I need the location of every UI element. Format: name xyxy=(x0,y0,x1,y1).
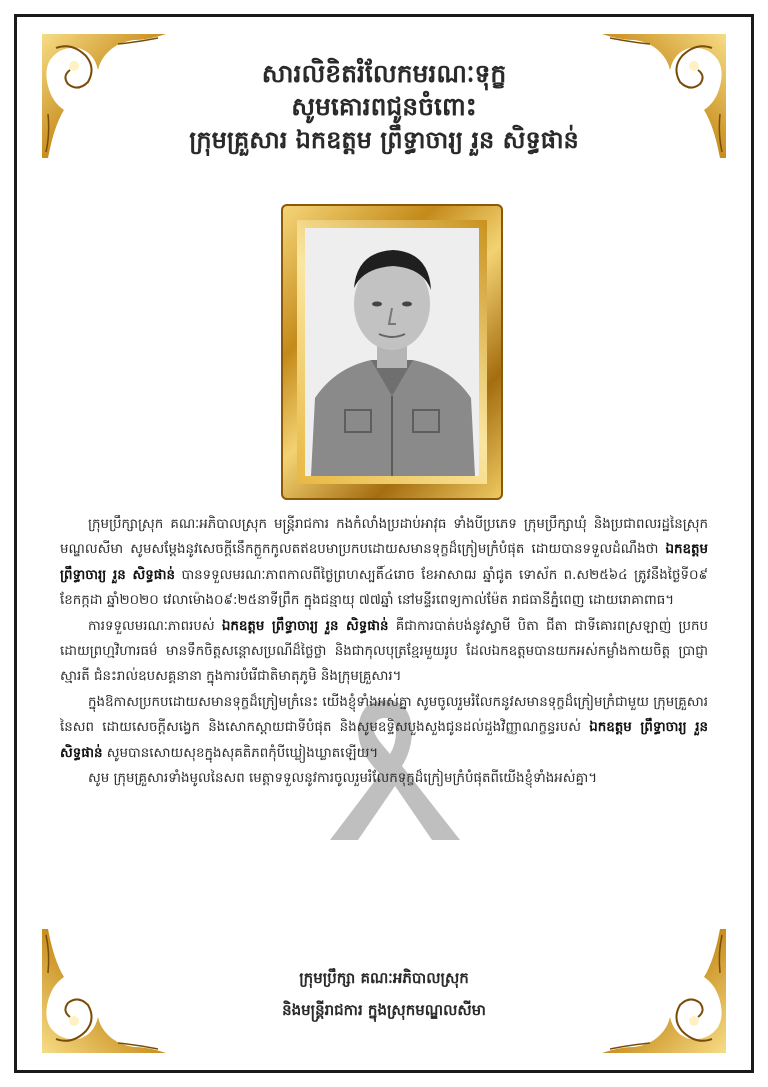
letter-title: សារលិខិតរំលែកមរណៈទុក្ខ xyxy=(261,59,507,88)
letter-body xyxy=(60,512,708,791)
paragraph-1: ក្រុមប្រឹក្សាស្រុក គណៈអភិបាលស្រុក មន្ត្រីរាជការ កងកំលាំងប្រដាប់អាវុធ ទាំងបីប្រភេទ ក្រុមប្រឹក្សាឃុំ និងប្រជាពលរដ្ឋនៃស្រុកមណ្ឌលសីមា សូមសម្តែងនូវសេចក្តីនេឹកក្លួកកូលតឥឧបមាប្រកបដោយសមានទុក្ខដ៏ក្រៀមក្រំបំផុត ដោយបានទទួលដំណឹងថា ឯកឧត្តម ព្រឹទ្ធាចារ្យ រួន សិទ្ធផាន់ បានទទួលមរណៈភាពកាលពីថ្ងៃព្រហស្បតិ៍៤រោច ខែអាសាឍ ឆ្នាំជូត ទោស័ក ព.ស២៥៦៤ ត្រូវនឹងថ្ងៃទី០៩ ខែកក្កដា ឆ្នាំ២០២០ វេលាម៉ោង០៩:២៥នាទីព្រឹក ក្នុងជន្មាយុ ៧៧ឆ្នាំ នៅមន្ទីរពេទ្យកាល់ម៉ែត រាជធានីភ្នំពេញ ដោយរោគាពាធ។ xyxy=(60,517,708,609)
portrait-photo xyxy=(305,228,479,476)
signatory-line-1: ក្រុមប្រឹក្សា គណៈអភិបាលស្រុក xyxy=(299,969,469,987)
addressee-intro: សូមគោរពជូនចំពោះ xyxy=(291,92,477,122)
paragraph-4: សូម ក្រុមគ្រួសារទាំងមូលនៃសព មេត្តាទទួលនូវការចូលរួមរំលែកទុក្ខដ៏ក្រៀមក្រំបំផុតពីយើងខ្ញុំទាំងអស់គ្នា។ xyxy=(88,771,598,787)
paragraph-2: ការទទួលមរណៈភាពរបស់ ឯកឧត្តម ព្រឹទ្ធាចារ្យ រួន សិទ្ធផាន់ គឺជាការបាត់បង់នូវស្វាមី បិតា ជីតា ជាទីគោរពស្រឡាញ់ ប្រកបដោយព្រហ្មវិហារធម៌ មានទឹកចិត្តសន្ដោសប្រណីដ៏ថ្លៃថ្លា និងជាកុលបុត្រខ្មែរមួយរូប ដែលឯកឧត្តមបានយកអស់កម្លាំងកាយចិត្ត ប្រាជ្ញាស្មារតី ជំនះរាល់ឧបសគ្គនានា ក្នុងការបំរើជាតិមាតុភូមិ និងក្រុមគ្រួសារ។ xyxy=(60,618,708,685)
signatory-line-2: និងមន្ត្រីរាជការ ក្នុងស្រុកមណ្ឌលសីមា xyxy=(282,1001,486,1019)
header-title-block xyxy=(140,58,628,155)
signature-block xyxy=(140,962,628,1026)
portrait-frame xyxy=(281,204,503,500)
deceased-name: ឯកឧត្តម ព្រឹទ្ធាចារ្យ រួន សិទ្ធផាន់ xyxy=(221,618,389,634)
addressee-family: ក្រុមគ្រួសារ ឯកឧត្តម ព្រឹទ្ធាចារ្យ រួន សិទ្ធផាន់ xyxy=(189,124,579,154)
paragraph-3: ក្នុងឱកាសប្រកបដោយសមានទុក្ខដ៏ក្រៀមក្រំនេះ យើងខ្ញុំទាំងអស់គ្នា សូមចូលរួមរំលែកនូវសមានទុក្ខដ៏ក្រៀមក្រំជាមួយ ក្រុមគ្រួសារនៃសព ដោយសេចក្តីសង្វេក និងសោកស្តាយជាទីបំផុត និងសូមឧទ្ទិសបួងសួងជូនដល់ដួងវិញ្ញាណក្ខន្ធរបស់ ឯកឧត្តម ព្រឹទ្ធាចារ្យ រួន សិទ្ធផាន់ សូមបានសោយសុខក្នុងសុគតិភពកុំបីឃ្លៀងឃ្លាតឡើយ។ xyxy=(60,694,708,761)
deceased-name: ឯកឧត្តម ព្រឹទ្ធាចារ្យ រួន សិទ្ធផាន់ xyxy=(60,542,708,583)
deceased-name: ឯកឧត្តម ព្រឹទ្ធាចារ្យ រួន សិទ្ធផាន់ xyxy=(60,720,708,761)
